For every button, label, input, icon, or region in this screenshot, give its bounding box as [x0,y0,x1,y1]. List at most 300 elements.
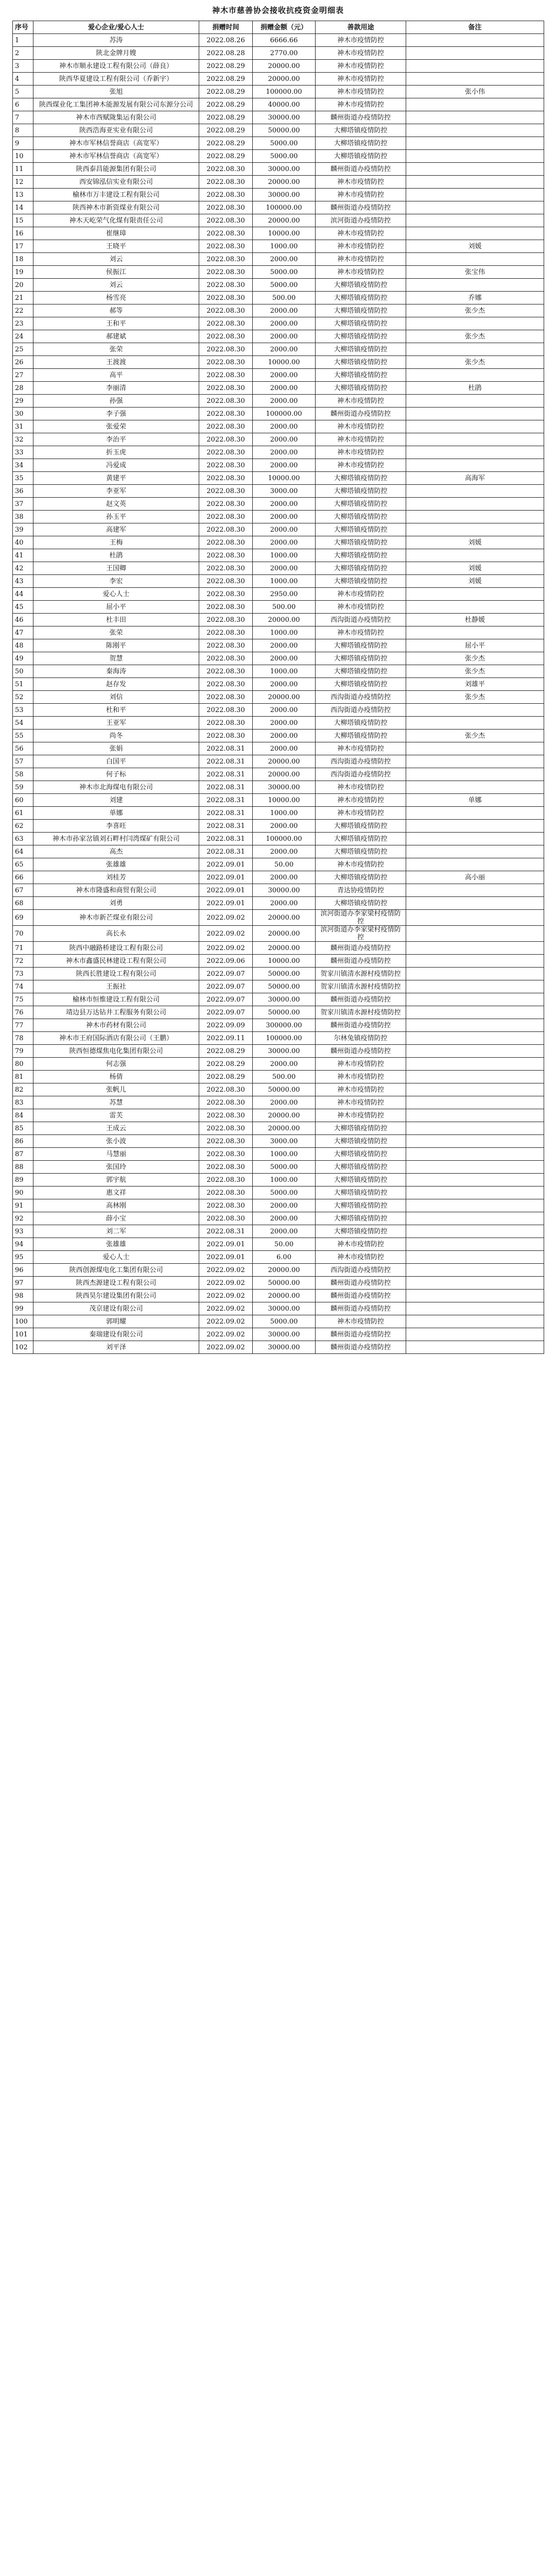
cell-date: 2022.08.30 [199,214,253,227]
table-row [13,626,544,639]
cell-note [406,343,544,356]
table-row [13,408,544,420]
cell-purpose: 麟州街道办疫情防控 [316,1302,406,1315]
cell-amount: 40000.00 [253,98,316,111]
cell-no: 52 [13,691,33,704]
cell-note [406,459,544,472]
cell-note [406,214,544,227]
cell-donor: 黄建平 [33,472,199,485]
cell-donor: 陕西中融路桥建设工程有限公司 [33,942,199,955]
cell-note [406,807,544,820]
cell-note: 刘雄平 [406,678,544,691]
cell-note [406,47,544,60]
table-row [13,1083,544,1096]
cell-purpose: 神木市疫情防控 [316,601,406,614]
cell-note [406,1264,544,1277]
table-row [13,980,544,993]
cell-no: 45 [13,601,33,614]
cell-note [406,1225,544,1238]
cell-purpose: 大柳塔镇疫情防控 [316,639,406,652]
table-row [13,742,544,755]
cell-purpose: 滨河街道办李家梁村疫情防控 [316,926,406,942]
cell-donor: 神木市隆盛和商贸有限公司 [33,884,199,897]
cell-no: 56 [13,742,33,755]
cell-amount: 500.00 [253,601,316,614]
cell-date: 2022.08.30 [199,330,253,343]
table-row [13,968,544,980]
table-row [13,926,544,942]
table-row [13,614,544,626]
cell-no: 83 [13,1096,33,1109]
cell-donor: 杨倩 [33,1071,199,1083]
cell-donor: 何志强 [33,1058,199,1071]
cell-donor: 秦瑞建设有限公司 [33,1328,199,1341]
cell-no: 29 [13,395,33,408]
cell-no: 75 [13,993,33,1006]
cell-note: 张小伟 [406,86,544,98]
table-row [13,60,544,73]
table-row [13,1174,544,1187]
cell-no: 27 [13,369,33,382]
cell-donor: 陕西神木市新资煤业有限公司 [33,201,199,214]
table-row [13,1315,544,1328]
cell-amount: 10000.00 [253,955,316,968]
cell-date: 2022.08.29 [199,1058,253,1071]
cell-donor: 贺慧 [33,652,199,665]
cell-amount: 2000.00 [253,678,316,691]
cell-purpose: 神木市疫情防控 [316,1096,406,1109]
cell-donor: 张旭 [33,86,199,98]
cell-amount: 20000.00 [253,614,316,626]
cell-date: 2022.09.07 [199,980,253,993]
table-row [13,1277,544,1290]
table-row [13,910,544,926]
cell-donor: 白国平 [33,755,199,768]
cell-donor: 陕北金牌月嫂 [33,47,199,60]
cell-purpose: 麟州街道办疫情防控 [316,408,406,420]
cell-donor: 侯振江 [33,266,199,279]
table-row [13,317,544,330]
cell-date: 2022.08.30 [199,240,253,253]
cell-purpose: 神木市疫情防控 [316,626,406,639]
cell-date: 2022.08.30 [199,1148,253,1161]
cell-date: 2022.08.29 [199,98,253,111]
cell-donor: 榆林市万丰建设工程有限公司 [33,189,199,201]
table-row [13,1199,544,1212]
cell-no: 46 [13,614,33,626]
cell-amount: 30000.00 [253,111,316,124]
cell-no: 89 [13,1174,33,1187]
cell-date: 2022.08.30 [199,317,253,330]
cell-no: 1 [13,34,33,47]
cell-no: 58 [13,768,33,781]
cell-amount: 2000.00 [253,1212,316,1225]
cell-no: 70 [13,926,33,942]
cell-note [406,1341,544,1354]
cell-date: 2022.09.02 [199,926,253,942]
cell-purpose: 神木市疫情防控 [316,807,406,820]
table-row [13,523,544,536]
table-row [13,1328,544,1341]
cell-purpose: 大柳塔镇疫情防控 [316,1187,406,1199]
cell-amount: 10000.00 [253,472,316,485]
cell-date: 2022.09.02 [199,1290,253,1302]
cell-donor: 郝建斌 [33,330,199,343]
cell-amount: 2000.00 [253,742,316,755]
cell-no: 81 [13,1071,33,1083]
cell-note [406,601,544,614]
cell-donor: 刘桂芳 [33,871,199,884]
cell-purpose: 大柳塔镇疫情防控 [316,317,406,330]
header-note: 备注 [406,21,544,34]
cell-note [406,1096,544,1109]
cell-note [406,897,544,910]
cell-donor: 神木市军林信誉商店（高宽军） [33,150,199,163]
cell-no: 72 [13,955,33,968]
cell-note [406,1006,544,1019]
cell-date: 2022.09.07 [199,968,253,980]
cell-date: 2022.09.01 [199,897,253,910]
cell-donor: 赵存发 [33,678,199,691]
cell-note [406,704,544,717]
cell-amount: 2000.00 [253,897,316,910]
cell-no: 42 [13,562,33,575]
cell-note: 张少杰 [406,356,544,369]
cell-donor: 马慧丽 [33,1148,199,1161]
cell-note [406,1019,544,1032]
cell-donor: 雷芙 [33,1109,199,1122]
donation-table [12,21,544,1354]
cell-amount: 1000.00 [253,626,316,639]
cell-note [406,626,544,639]
cell-purpose: 大柳塔镇疫情防控 [316,511,406,523]
cell-donor: 神木市顺永建设工程有限公司（薛良） [33,60,199,73]
cell-donor: 孙玉平 [33,511,199,523]
cell-donor: 陕西泰昌能源集团有限公司 [33,163,199,176]
cell-purpose: 神木市疫情防控 [316,459,406,472]
cell-date: 2022.08.30 [199,523,253,536]
cell-purpose: 大柳塔镇疫情防控 [316,485,406,498]
cell-note [406,980,544,993]
cell-date: 2022.08.30 [199,292,253,304]
cell-note: 刘媛 [406,562,544,575]
cell-amount: 50000.00 [253,980,316,993]
cell-purpose: 大柳塔镇疫情防控 [316,382,406,395]
cell-purpose: 大柳塔镇疫情防控 [316,665,406,678]
cell-purpose: 大柳塔镇疫情防控 [316,330,406,343]
cell-no: 10 [13,150,33,163]
table-row [13,304,544,317]
cell-amount: 1000.00 [253,665,316,678]
cell-no: 35 [13,472,33,485]
cell-note [406,485,544,498]
table-row [13,820,544,833]
cell-note: 屈小平 [406,639,544,652]
cell-note [406,1212,544,1225]
cell-no: 9 [13,137,33,150]
cell-note [406,523,544,536]
table-row [13,1096,544,1109]
cell-no: 54 [13,717,33,730]
cell-no: 95 [13,1251,33,1264]
table-row [13,717,544,730]
table-row [13,420,544,433]
cell-note [406,253,544,266]
cell-note [406,1058,544,1071]
cell-purpose: 麟州街道办疫情防控 [316,1277,406,1290]
cell-date: 2022.08.31 [199,768,253,781]
cell-no: 76 [13,1006,33,1019]
cell-no: 63 [13,833,33,845]
cell-no: 11 [13,163,33,176]
cell-note: 张少杰 [406,730,544,742]
cell-note: 杜静媛 [406,614,544,626]
cell-donor: 陈刚平 [33,639,199,652]
cell-purpose: 大柳塔镇疫情防控 [316,730,406,742]
cell-note [406,279,544,292]
cell-note [406,1199,544,1212]
cell-date: 2022.08.30 [199,639,253,652]
cell-amount: 2000.00 [253,304,316,317]
cell-no: 23 [13,317,33,330]
cell-donor: 孙强 [33,395,199,408]
cell-note: 杜鹃 [406,382,544,395]
cell-date: 2022.08.30 [199,459,253,472]
table-row [13,176,544,189]
table-row [13,549,544,562]
cell-no: 49 [13,652,33,665]
cell-note [406,768,544,781]
cell-note [406,189,544,201]
cell-amount: 2000.00 [253,1096,316,1109]
table-row [13,1045,544,1058]
table-body [13,34,544,1354]
cell-amount: 10000.00 [253,794,316,807]
cell-amount: 5000.00 [253,150,316,163]
cell-donor: 王晓平 [33,240,199,253]
table-row [13,1109,544,1122]
table-row [13,942,544,955]
cell-note [406,98,544,111]
cell-date: 2022.09.02 [199,1315,253,1328]
cell-no: 85 [13,1122,33,1135]
cell-no: 43 [13,575,33,588]
cell-donor: 杜鹃 [33,549,199,562]
cell-date: 2022.08.30 [199,433,253,446]
cell-purpose: 麟州街道办疫情防控 [316,1045,406,1058]
cell-date: 2022.08.31 [199,755,253,768]
table-row [13,845,544,858]
cell-donor: 陕西杰源建设工程有限公司 [33,1277,199,1290]
cell-no: 86 [13,1135,33,1148]
cell-purpose: 大柳塔镇疫情防控 [316,304,406,317]
cell-amount: 1000.00 [253,549,316,562]
cell-note [406,317,544,330]
cell-no: 91 [13,1199,33,1212]
cell-donor: 郭宇航 [33,1174,199,1187]
cell-note [406,833,544,845]
cell-no: 14 [13,201,33,214]
cell-no: 73 [13,968,33,980]
cell-date: 2022.08.29 [199,137,253,150]
cell-donor: 王梅 [33,536,199,549]
cell-donor: 屈小平 [33,601,199,614]
cell-donor: 陕西浩海亚实业有限公司 [33,124,199,137]
cell-date: 2022.08.30 [199,691,253,704]
table-row [13,884,544,897]
cell-note [406,369,544,382]
cell-donor: 何子标 [33,768,199,781]
cell-note [406,420,544,433]
cell-note [406,926,544,942]
table-row [13,330,544,343]
cell-donor: 李丽清 [33,382,199,395]
cell-donor: 刘云 [33,279,199,292]
cell-donor: 爱心人士 [33,1251,199,1264]
cell-date: 2022.09.07 [199,993,253,1006]
cell-note [406,124,544,137]
cell-amount: 2000.00 [253,639,316,652]
cell-no: 57 [13,755,33,768]
cell-purpose: 神木市疫情防控 [316,34,406,47]
table-row [13,871,544,884]
cell-note [406,446,544,459]
cell-note [406,498,544,511]
cell-note: 高海军 [406,472,544,485]
cell-donor: 赵文英 [33,498,199,511]
table-row [13,691,544,704]
cell-amount: 100000.00 [253,86,316,98]
cell-donor: 刘二军 [33,1225,199,1238]
cell-purpose: 青达协疫情防控 [316,884,406,897]
cell-purpose: 大柳塔镇疫情防控 [316,678,406,691]
cell-donor: 刘平泽 [33,1341,199,1354]
cell-amount: 30000.00 [253,993,316,1006]
cell-date: 2022.09.01 [199,871,253,884]
table-row [13,1341,544,1354]
cell-date: 2022.08.29 [199,1071,253,1083]
cell-amount: 2000.00 [253,704,316,717]
cell-no: 82 [13,1083,33,1096]
cell-no: 33 [13,446,33,459]
cell-purpose: 神木市疫情防控 [316,1083,406,1096]
cell-no: 31 [13,420,33,433]
table-row [13,253,544,266]
cell-no: 98 [13,1290,33,1302]
cell-purpose: 大柳塔镇疫情防控 [316,652,406,665]
cell-date: 2022.08.29 [199,124,253,137]
cell-note [406,955,544,968]
cell-amount: 2950.00 [253,588,316,601]
cell-no: 15 [13,214,33,227]
cell-amount: 100000.00 [253,201,316,214]
table-row [13,279,544,292]
cell-note [406,1122,544,1135]
cell-date: 2022.08.31 [199,833,253,845]
cell-donor: 尚冬 [33,730,199,742]
cell-note [406,227,544,240]
table-row [13,356,544,369]
header-purpose: 善款用途 [316,21,406,34]
cell-purpose: 尔林兔镇疫情防控 [316,1032,406,1045]
cell-date: 2022.08.31 [199,845,253,858]
table-row [13,1251,544,1264]
cell-amount: 20000.00 [253,1122,316,1135]
cell-note [406,201,544,214]
cell-purpose: 神木市疫情防控 [316,433,406,446]
cell-donor: 刘勇 [33,897,199,910]
cell-date: 2022.09.02 [199,1302,253,1315]
cell-purpose: 麟州街道办疫情防控 [316,1328,406,1341]
cell-purpose: 麟州街道办疫情防控 [316,942,406,955]
cell-note [406,1045,544,1058]
cell-donor: 爱心人士 [33,588,199,601]
table-row [13,433,544,446]
table-row [13,1019,544,1032]
cell-donor: 秦海涛 [33,665,199,678]
cell-no: 8 [13,124,33,137]
table-row [13,652,544,665]
cell-purpose: 大柳塔镇疫情防控 [316,1174,406,1187]
cell-date: 2022.08.30 [199,614,253,626]
cell-purpose: 大柳塔镇疫情防控 [316,562,406,575]
cell-purpose: 大柳塔镇疫情防控 [316,871,406,884]
cell-amount: 20000.00 [253,691,316,704]
cell-date: 2022.09.02 [199,1264,253,1277]
header-no: 序号 [13,21,33,34]
cell-date: 2022.08.30 [199,189,253,201]
cell-amount: 2000.00 [253,1058,316,1071]
cell-donor: 折玉虎 [33,446,199,459]
table-row [13,768,544,781]
cell-amount: 30000.00 [253,189,316,201]
cell-donor: 崔继璋 [33,227,199,240]
cell-donor: 李治平 [33,433,199,446]
cell-purpose: 大柳塔镇疫情防控 [316,279,406,292]
cell-donor: 陕西长胜建设工程有限公司 [33,968,199,980]
cell-date: 2022.08.30 [199,704,253,717]
cell-note [406,588,544,601]
cell-no: 16 [13,227,33,240]
cell-date: 2022.08.30 [199,304,253,317]
cell-no: 22 [13,304,33,317]
cell-purpose: 麟州街道办疫情防控 [316,201,406,214]
table-row [13,730,544,742]
cell-date: 2022.09.02 [199,1277,253,1290]
cell-note [406,1148,544,1161]
cell-amount: 30000.00 [253,1045,316,1058]
cell-purpose: 大柳塔镇疫情防控 [316,833,406,845]
cell-date: 2022.08.30 [199,575,253,588]
cell-no: 78 [13,1032,33,1045]
table-row [13,1290,544,1302]
cell-donor: 刘信 [33,691,199,704]
cell-note [406,1071,544,1083]
cell-purpose: 神木市疫情防控 [316,794,406,807]
table-row [13,1212,544,1225]
cell-donor: 杜和平 [33,704,199,717]
cell-purpose: 大柳塔镇疫情防控 [316,343,406,356]
cell-amount: 500.00 [253,1071,316,1083]
cell-note: 张宝伟 [406,266,544,279]
cell-note [406,820,544,833]
cell-donor: 神木市军林信誉商店（高宽军） [33,137,199,150]
cell-donor: 杜丰田 [33,614,199,626]
cell-no: 92 [13,1212,33,1225]
cell-note [406,1251,544,1264]
cell-purpose: 大柳塔镇疫情防控 [316,820,406,833]
cell-date: 2022.08.30 [199,678,253,691]
